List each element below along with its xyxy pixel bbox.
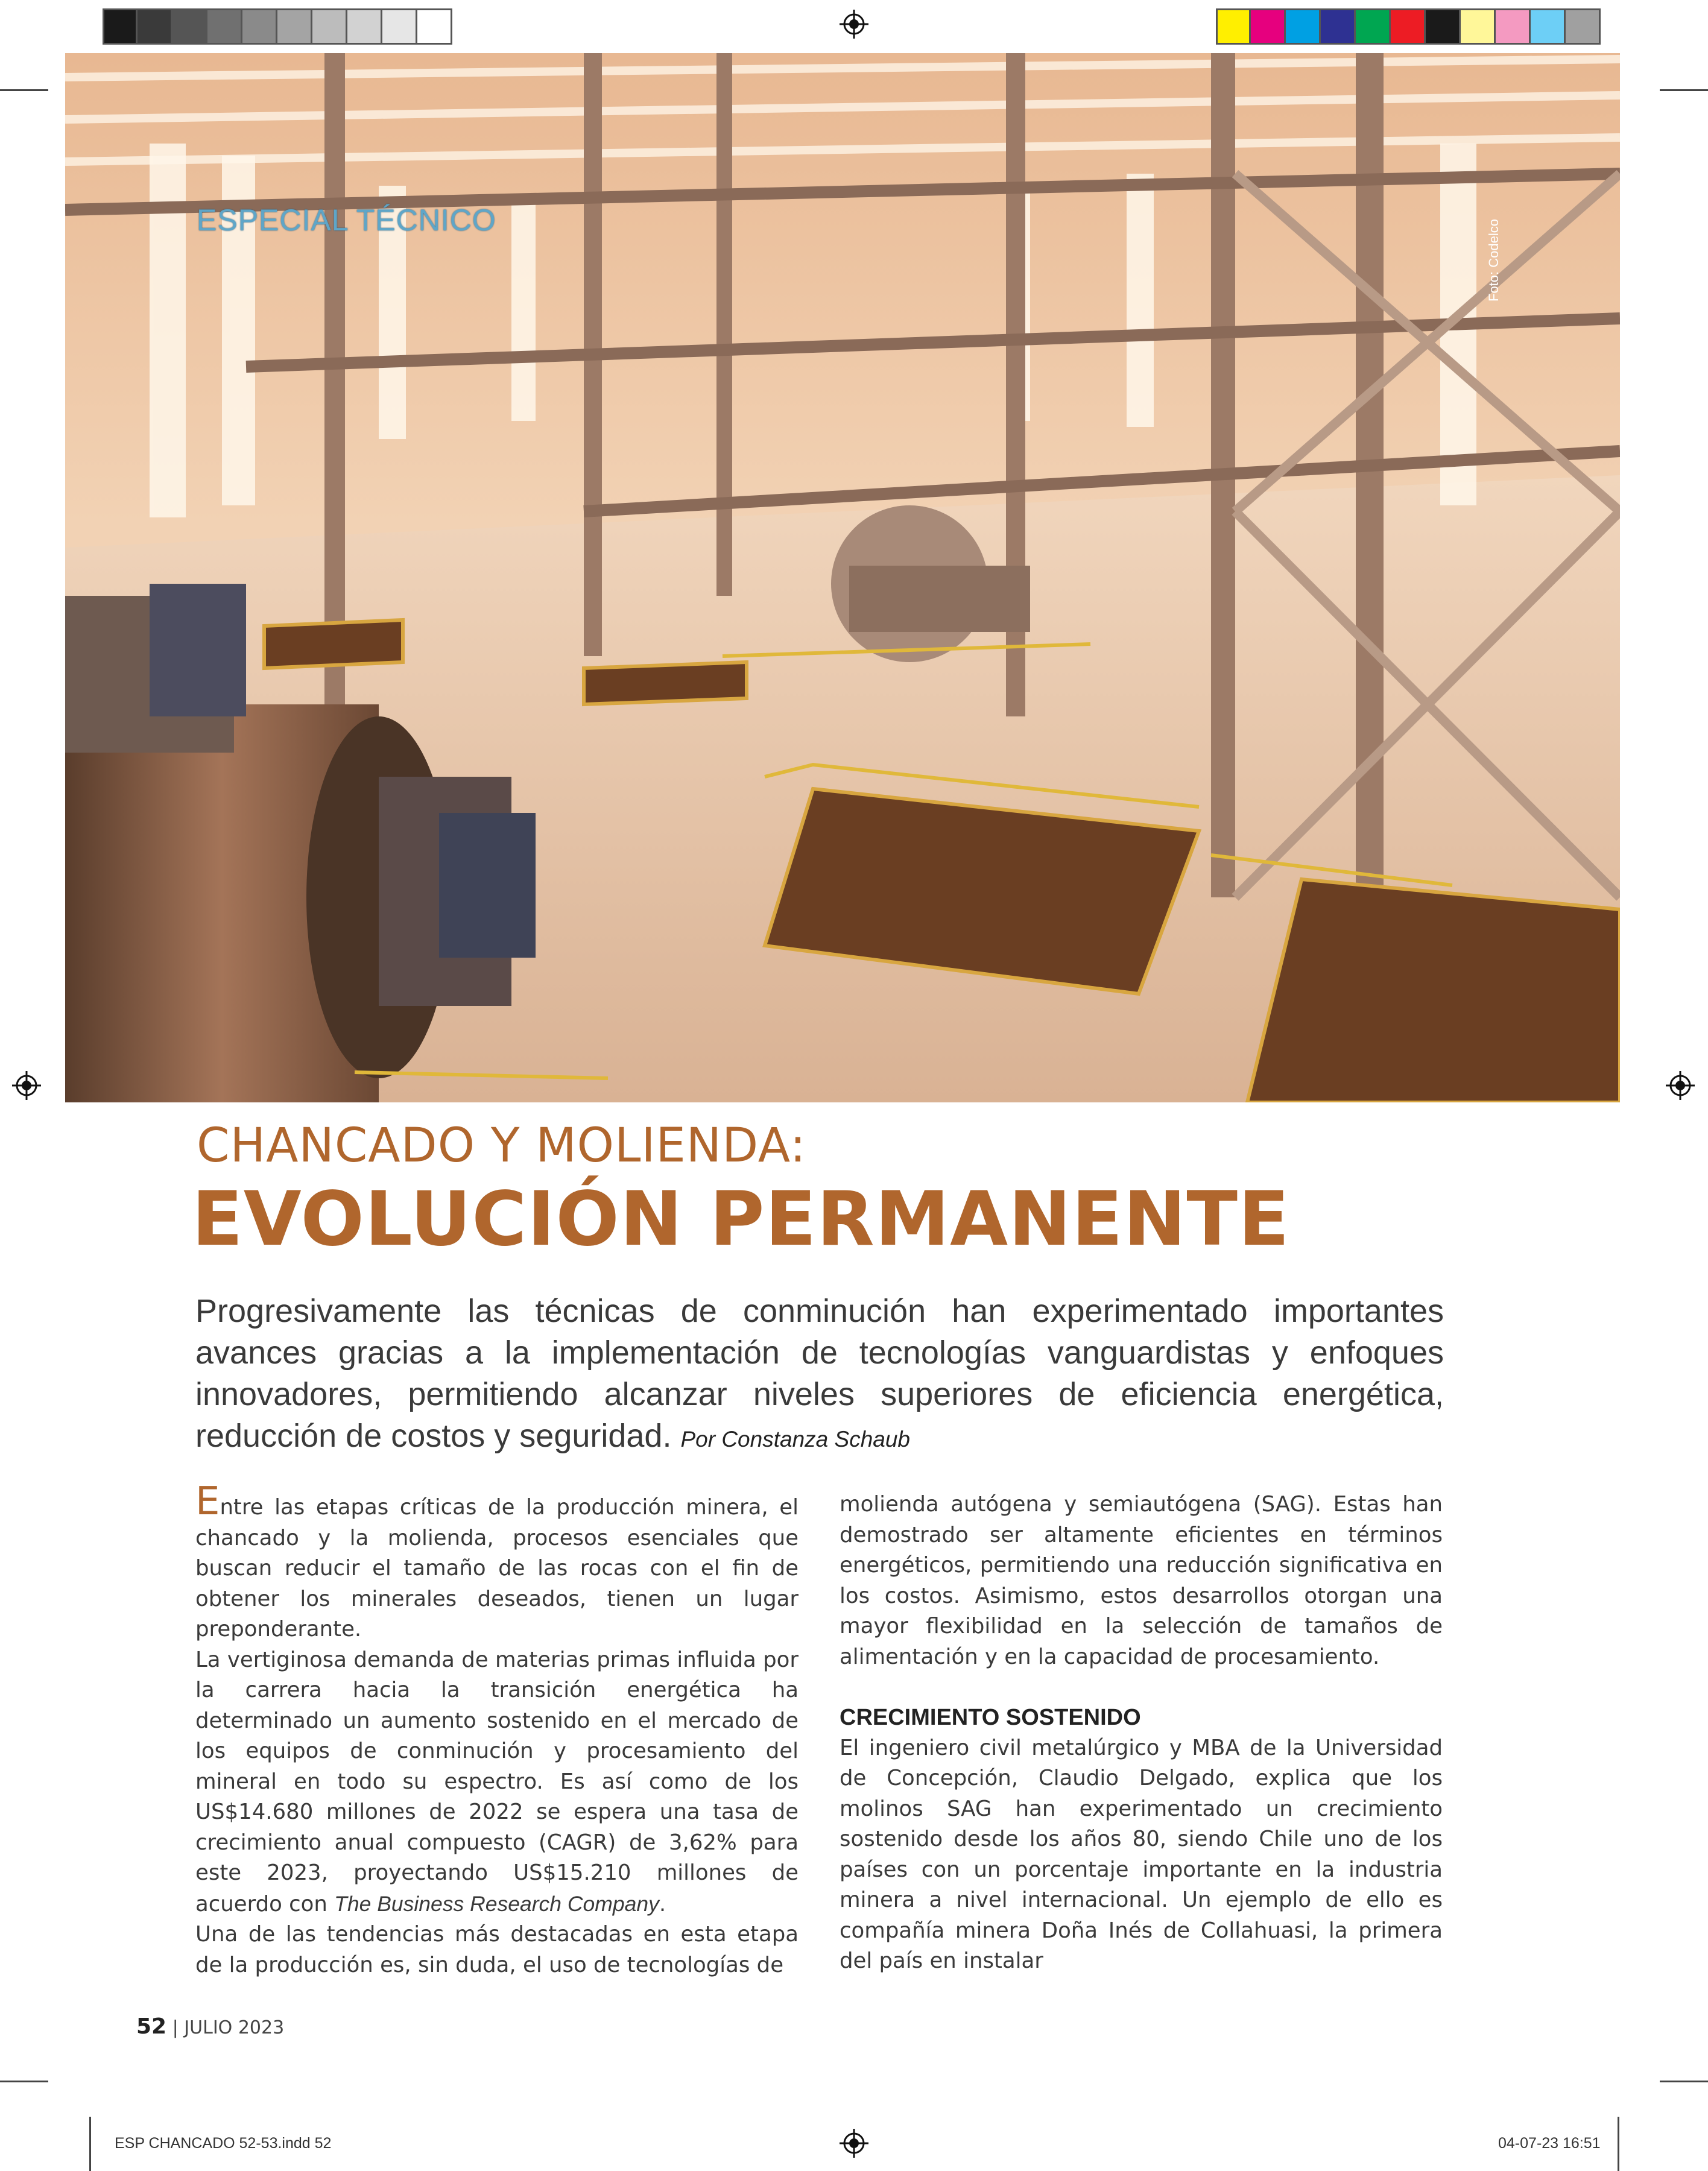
body-paragraph: El ingeniero civil metalúrgico y MBA de la Universidad de Concepción, Claudio Delgado, explica que los molinos SAG han experimentado un crecimiento sostenido desde los años 80, siendo Chile uno de los países con un porcentaje importante en la industria minera a nivel internacional. Un ejemplo de ello es compañía minera Doña Inés de Collahuasi, la primera del país en instalar bbox=[840, 1735, 1443, 1973]
page-number: 52 bbox=[136, 2014, 167, 2039]
color-swatch bbox=[1391, 8, 1426, 45]
color-swatch bbox=[172, 8, 207, 45]
body-paragraph: Una de las tendencias más destacadas en esta etapa de la producción es, sin duda, el uso de tecnologías de bbox=[195, 1922, 799, 1977]
article-deck bbox=[195, 1291, 1444, 1460]
crop-mark bbox=[89, 2117, 91, 2171]
registration-mark-icon bbox=[840, 10, 868, 39]
color-swatch bbox=[1496, 8, 1531, 45]
body-column-right bbox=[840, 1490, 1443, 1977]
color-swatch bbox=[242, 8, 277, 45]
color-swatch bbox=[417, 8, 452, 45]
grayscale-color-bar bbox=[103, 8, 452, 45]
print-slug-file: ESP CHANCADO 52-53.indd 52 bbox=[115, 2135, 332, 2152]
source-citation: The Business Research Company bbox=[334, 1891, 659, 1916]
color-swatch bbox=[1286, 8, 1321, 45]
crop-mark bbox=[1660, 89, 1708, 91]
color-swatch bbox=[138, 8, 172, 45]
registration-mark-icon bbox=[12, 1071, 41, 1100]
body-paragraph: molienda autógena y semiautógena (SAG). Estas han demostrado ser altamente eficientes en términos energéticos, permitiendo una reducción significativa en los costos. Asimismo, estos desarrollos otorgan una mayor flexibilidad en la selección de tamaños de alimentación y en la capacidad de procesamiento. bbox=[840, 1492, 1443, 1669]
crop-mark bbox=[0, 2081, 48, 2082]
article-headline: EVOLUCIÓN PERMANENTE bbox=[192, 1176, 1290, 1263]
crop-mark bbox=[1660, 2081, 1708, 2082]
color-swatch bbox=[1531, 8, 1566, 45]
color-swatch bbox=[277, 8, 312, 45]
color-swatch bbox=[382, 8, 417, 45]
color-swatch bbox=[312, 8, 347, 45]
crop-mark bbox=[0, 89, 48, 91]
registration-mark-icon bbox=[840, 2129, 868, 2158]
deck-text: Progresivamente las técnicas de conminución han experimentado importantes avances gracias a la implementación de tecnologías vanguardistas y enfoques innovadores, permitiendo alcanzar niveles superiores de eficiencia energética, reducción de costos y seguridad. bbox=[195, 1293, 1444, 1454]
photo-credit: Foto: Codelco bbox=[1486, 219, 1501, 302]
color-swatch bbox=[1461, 8, 1496, 45]
article-byline: Por Constanza Schaub bbox=[680, 1427, 910, 1452]
color-swatch bbox=[103, 8, 138, 45]
drop-cap: E bbox=[195, 1479, 220, 1524]
article-kicker: CHANCADO Y MOLIENDA: bbox=[197, 1119, 807, 1173]
body-paragraph: La vertiginosa demanda de materias primas influida por la carrera hacia la transición energética ha determinado un aumento sostenido en el mercado de los equipos de conminución y procesamiento del mineral en todo su espectro. Es así como de los US$14.680 millones de 2022 se espera una tasa de crecimiento anual compuesto (CAGR) de 3,62% para este 2023, proyectando US$15.210 millones de acuerdo con The Business Research Company. bbox=[195, 1647, 799, 1917]
issue-date: | JULIO 2023 bbox=[172, 2017, 285, 2038]
color-swatch bbox=[207, 8, 242, 45]
body-paragraph: Entre las etapas críticas de la producción minera, el chancado y la molienda, procesos esenciales que buscan reducir el tamaño de las rocas con el fin de obtener los minerales deseados, tienen un lugar preponderante. bbox=[195, 1479, 799, 1642]
color-swatch bbox=[1426, 8, 1461, 45]
page-folio bbox=[136, 2014, 284, 2039]
color-swatch bbox=[347, 8, 382, 45]
cmyk-color-bar bbox=[1216, 8, 1601, 45]
color-swatch bbox=[1356, 8, 1391, 45]
print-slug-timestamp: 04-07-23 16:51 bbox=[1498, 2135, 1601, 2152]
section-tag: ESPECIAL TÉCNICO bbox=[197, 203, 496, 237]
registration-mark-icon bbox=[1666, 1071, 1695, 1100]
crop-mark bbox=[1618, 2117, 1619, 2171]
color-swatch bbox=[1216, 8, 1251, 45]
color-swatch bbox=[1566, 8, 1601, 45]
hero-photo-grinding-plant bbox=[65, 53, 1620, 1102]
color-swatch bbox=[1251, 8, 1286, 45]
body-column-left bbox=[195, 1479, 799, 1980]
color-swatch bbox=[1321, 8, 1356, 45]
section-subhead: CRECIMIENTO SOSTENIDO bbox=[840, 1705, 1141, 1730]
